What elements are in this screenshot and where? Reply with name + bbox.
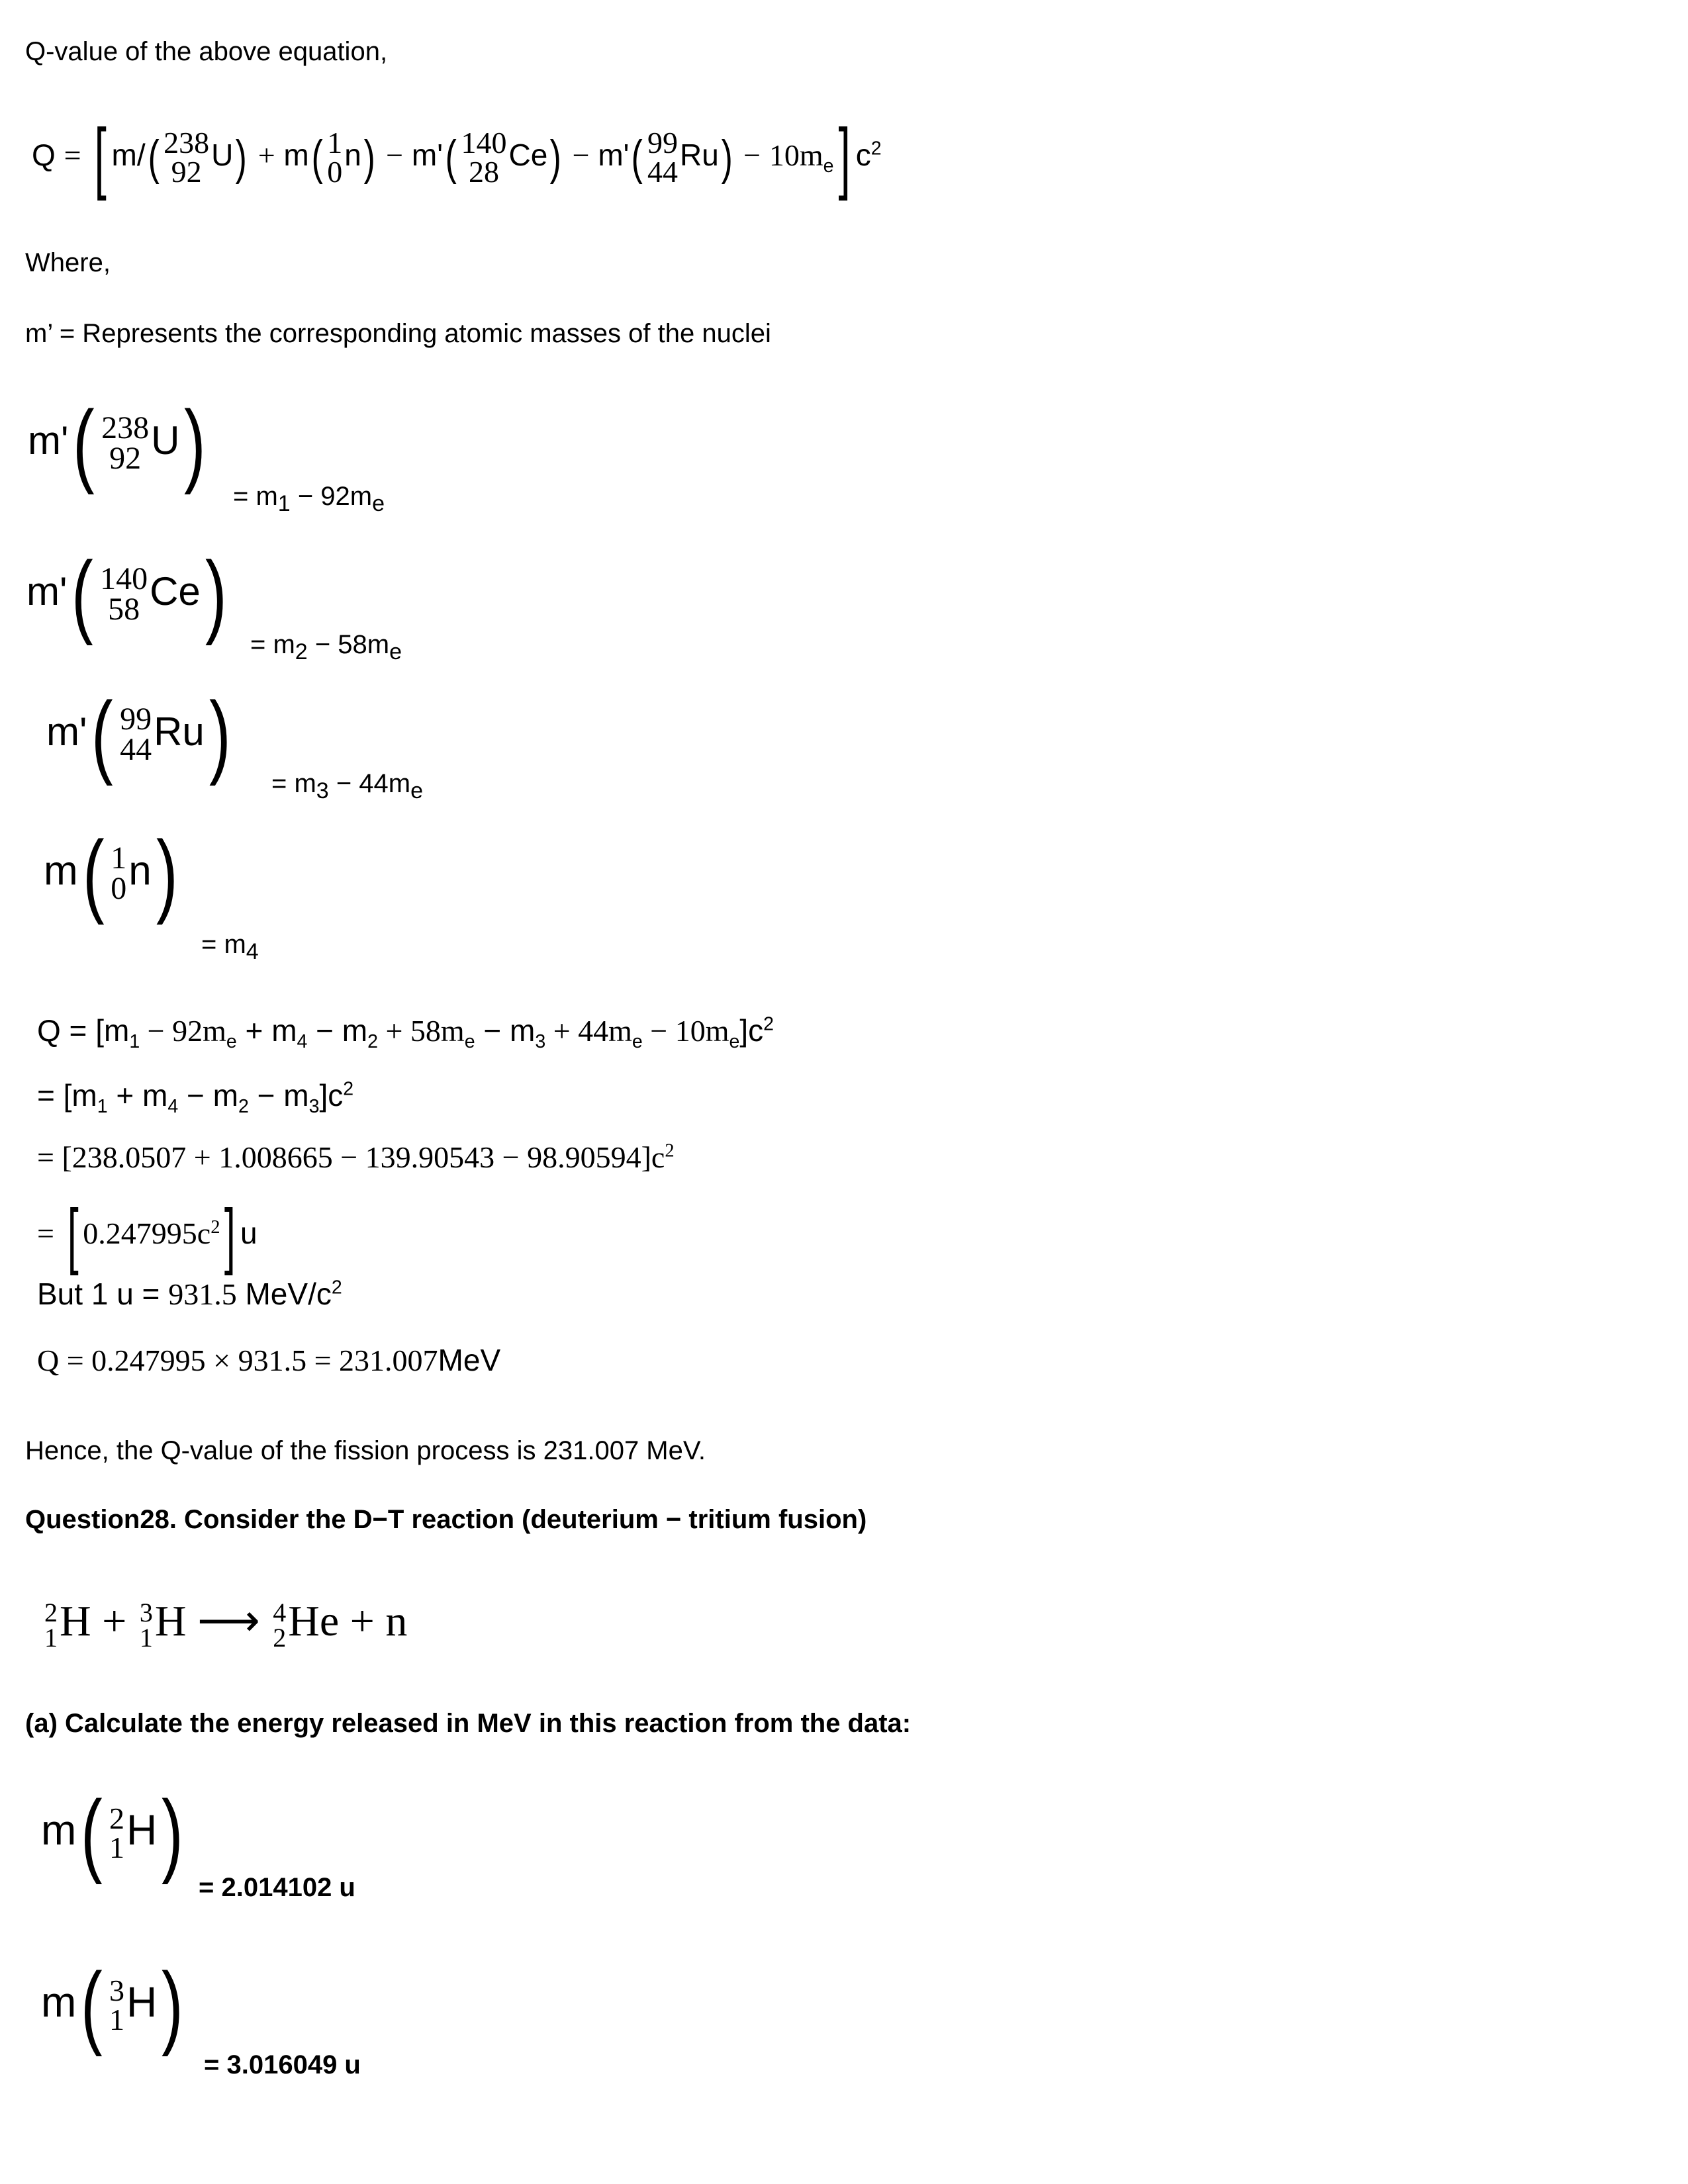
step-2: = $[m_1 + m_4 - m_2 - m_3]c^2$ — [37, 1078, 354, 1118]
def-U-rhs: = $m_1 - 92m_e$ — [233, 482, 385, 516]
def-n: m( 1 0 n) — [44, 821, 178, 925]
def-Ru: m'( 99 44 Ru) — [46, 682, 231, 786]
data-h2-value: = 2.014102 u — [199, 1873, 355, 1902]
intro-text: Q-value of the above equation, — [25, 37, 388, 66]
question-28-heading: Question28. Consider the D−T reaction (deuterium − tritium fusion) — [25, 1505, 867, 1534]
data-h3-value: = 3.016049 u — [204, 2050, 361, 2079]
data-h3: m( 3 1 H) — [41, 1953, 183, 2057]
def-Ce: m'( 140 58 Ce) — [26, 542, 227, 646]
where-label: Where, — [25, 248, 111, 277]
def-Ru-rhs: = $m_3 - 44m_e$ — [271, 769, 424, 803]
step-4: = [ $0.247995c^2$] u — [37, 1195, 258, 1276]
step-3: = $[238.0507 + 1.008665 - 139.90543 - 98.90594]c^2$ — [37, 1140, 675, 1174]
step-1: $Q = [m_1 - 92m_e + m_4 - m_2 + 58m_e - m_3 + 44m_e - 10m_e]c^2$ — [37, 1013, 774, 1053]
step-6: Q = 0.247995 × 931.5 = 231.007MeV — [37, 1343, 501, 1377]
dt-reaction: 2 1 H + 3 1 H ⟶ 4 2 He + n — [44, 1597, 408, 1653]
def-n-rhs: = $m_4$ — [201, 930, 259, 964]
q-value-equation: Q = [ m/( 238 92 U) + m( 1 0 n) − m'( 140 28 Ce) − m'( 99 44 $Ru) - 10m_e$] $c^2$ — [32, 113, 882, 201]
definition-text: m’ = Represents the corresponding atomic masses of the nuclei — [25, 319, 771, 348]
part-a-heading: (a) Calculate the energy released in MeV in this reaction from the data: — [25, 1709, 912, 1738]
def-U: m'( 238 92 U) — [28, 391, 207, 495]
step-5: But 1 u = 931.5 MeV/$c^2$ — [37, 1277, 342, 1311]
def-Ce-rhs: = $m_2 - 58m_e$ — [250, 630, 402, 664]
conclusion-text: Hence, the Q-value of the fission process is 231.007 MeV. — [25, 1436, 706, 1465]
data-h2: m( 2 1 H) — [41, 1781, 183, 1885]
